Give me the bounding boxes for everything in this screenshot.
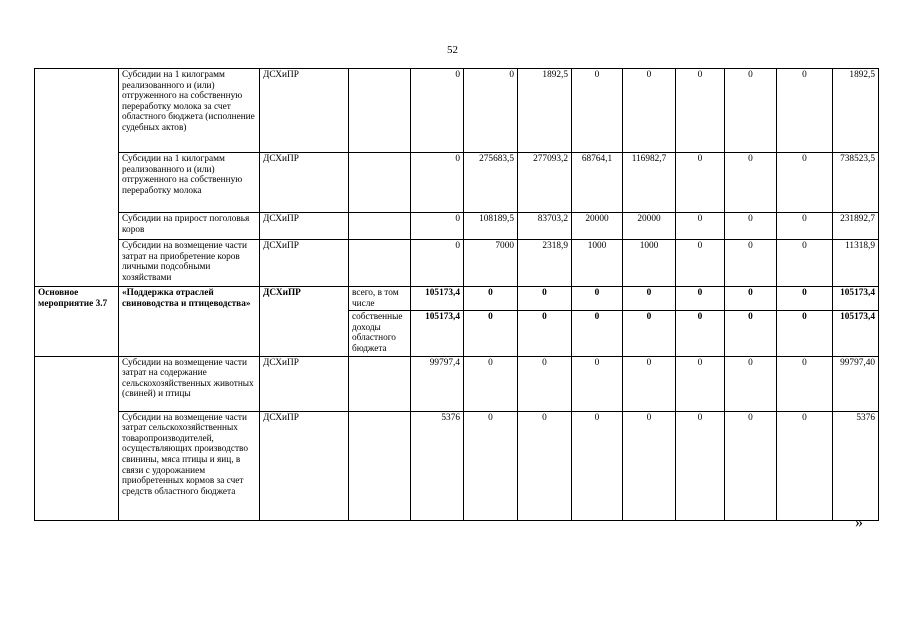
cell-value: 0 bbox=[623, 287, 676, 311]
cell-total: 99797,40 bbox=[833, 356, 879, 411]
cell-value: 0 bbox=[777, 213, 833, 240]
cell-value: 277093,2 bbox=[518, 153, 572, 213]
cell-value: 0 bbox=[725, 240, 777, 287]
cell-value: 0 bbox=[676, 153, 725, 213]
row-source bbox=[349, 240, 411, 287]
cell-value: 0 bbox=[464, 356, 518, 411]
cell-total: 231892,7 bbox=[833, 213, 879, 240]
cell-value: 0 bbox=[777, 240, 833, 287]
cell-value: 83703,2 bbox=[518, 213, 572, 240]
cell-value: 0 bbox=[623, 356, 676, 411]
cell-value: 0 bbox=[623, 311, 676, 356]
cell-value: 0 bbox=[676, 411, 725, 520]
cell-value: 0 bbox=[777, 153, 833, 213]
cell-value: 0 bbox=[518, 287, 572, 311]
cell-value: 1000 bbox=[623, 240, 676, 287]
row-source bbox=[349, 69, 411, 153]
cell-value: 68764,1 bbox=[572, 153, 623, 213]
row-source bbox=[349, 153, 411, 213]
table-row bbox=[35, 213, 879, 240]
cell-value: 275683,5 bbox=[464, 153, 518, 213]
cell-total: 1892,5 bbox=[833, 69, 879, 153]
empty-event-cell bbox=[35, 356, 119, 520]
cell-value: 0 bbox=[777, 69, 833, 153]
cell-value: 0 bbox=[725, 287, 777, 311]
table-row bbox=[35, 356, 879, 411]
cell-value: 105173,4 bbox=[411, 287, 464, 311]
cell-total: 105173,4 bbox=[833, 287, 879, 311]
cell-value: 0 bbox=[725, 411, 777, 520]
cell-value: 0 bbox=[676, 240, 725, 287]
cell-value: 2318,9 bbox=[518, 240, 572, 287]
cell-value: 0 bbox=[411, 213, 464, 240]
cell-value: 0 bbox=[676, 311, 725, 356]
row-description: Субсидии на возмещение части затрат сельскохозяйственных товаропроизводителей, осуществляющих производство свинины, мяса птицы и яиц, в связи с удорожанием приобретенных кормов за счет средств областного бюджета bbox=[119, 411, 260, 520]
cell-value: 0 bbox=[518, 411, 572, 520]
cell-value: 0 bbox=[777, 311, 833, 356]
table-row bbox=[35, 69, 879, 153]
cell-value: 0 bbox=[725, 153, 777, 213]
cell-value: 105173,4 bbox=[411, 311, 464, 356]
cell-value: 0 bbox=[777, 411, 833, 520]
row-executor: ДСХиПР bbox=[260, 356, 349, 411]
cell-value: 0 bbox=[572, 69, 623, 153]
cell-value: 0 bbox=[725, 69, 777, 153]
funding-source: собственные доходы областного бюджета bbox=[349, 311, 411, 356]
empty-event-cell bbox=[35, 69, 119, 287]
cell-value: 0 bbox=[777, 356, 833, 411]
row-executor: ДСХиПР bbox=[260, 213, 349, 240]
cell-value: 0 bbox=[676, 287, 725, 311]
page-number: 52 bbox=[447, 44, 458, 56]
row-source bbox=[349, 356, 411, 411]
cell-value: 0 bbox=[464, 287, 518, 311]
cell-value: 0 bbox=[623, 411, 676, 520]
cell-value: 0 bbox=[725, 213, 777, 240]
cell-value: 0 bbox=[464, 69, 518, 153]
row-description: Субсидии на 1 килограмм реализованного и (или) отгруженного на собственную переработку молока за счет областного бюджета (исполнение судебных актов) bbox=[119, 69, 260, 153]
row-executor: ДСХиПР bbox=[260, 240, 349, 287]
budget-table bbox=[34, 68, 879, 521]
cell-total: 11318,9 bbox=[833, 240, 879, 287]
row-executor: ДСХиПР bbox=[260, 153, 349, 213]
main-event-label: Основное мероприятие 3.7 bbox=[35, 287, 119, 357]
row-executor: ДСХиПР bbox=[260, 69, 349, 153]
cell-value: 0 bbox=[676, 356, 725, 411]
table-row bbox=[35, 153, 879, 213]
cell-value: 1892,5 bbox=[518, 69, 572, 153]
cell-value: 0 bbox=[411, 69, 464, 153]
cell-total: 105173,4 bbox=[833, 311, 879, 356]
row-description: Субсидии на возмещение части затрат на приобретение коров личными подсобными хозяйствами bbox=[119, 240, 260, 287]
cell-value: 0 bbox=[725, 311, 777, 356]
cell-value: 0 bbox=[572, 356, 623, 411]
main-event-executor: ДСХиПР bbox=[260, 287, 349, 357]
funding-source: всего, в том числе bbox=[349, 287, 411, 311]
cell-value: 116982,7 bbox=[623, 153, 676, 213]
cell-value: 0 bbox=[623, 69, 676, 153]
cell-value: 0 bbox=[518, 311, 572, 356]
cell-total: 738523,5 bbox=[833, 153, 879, 213]
cell-value: 0 bbox=[676, 213, 725, 240]
cell-value: 7000 bbox=[464, 240, 518, 287]
cell-value: 5376 bbox=[411, 411, 464, 520]
row-executor: ДСХиПР bbox=[260, 411, 349, 520]
row-source bbox=[349, 213, 411, 240]
cell-value: 0 bbox=[411, 240, 464, 287]
cell-value: 0 bbox=[572, 411, 623, 520]
cell-value: 0 bbox=[676, 69, 725, 153]
row-description: Субсидии на 1 килограмм реализованного и (или) отгруженного на собственную переработку молока bbox=[119, 153, 260, 213]
cell-total: 5376 bbox=[833, 411, 879, 520]
row-description: Субсидии на возмещение части затрат на содержание сельскохозяйственных животных (свиней) и птицы bbox=[119, 356, 260, 411]
cell-value: 0 bbox=[572, 287, 623, 311]
table-row bbox=[35, 240, 879, 287]
cell-value: 1000 bbox=[572, 240, 623, 287]
cell-value: 0 bbox=[518, 356, 572, 411]
cell-value: 0 bbox=[725, 356, 777, 411]
row-description: Субсидии на прирост поголовья коров bbox=[119, 213, 260, 240]
cell-value: 0 bbox=[464, 311, 518, 356]
table-row bbox=[35, 411, 879, 520]
main-event-name: «Поддержка отраслей свиноводства и птицеводства» bbox=[119, 287, 260, 357]
cell-value: 0 bbox=[572, 311, 623, 356]
main-event-row bbox=[35, 287, 879, 311]
cell-value: 20000 bbox=[572, 213, 623, 240]
cell-value: 0 bbox=[777, 287, 833, 311]
cell-value: 108189,5 bbox=[464, 213, 518, 240]
row-source bbox=[349, 411, 411, 520]
closing-quote: » bbox=[855, 514, 863, 531]
cell-value: 0 bbox=[464, 411, 518, 520]
cell-value: 0 bbox=[411, 153, 464, 213]
cell-value: 20000 bbox=[623, 213, 676, 240]
cell-value: 99797,4 bbox=[411, 356, 464, 411]
